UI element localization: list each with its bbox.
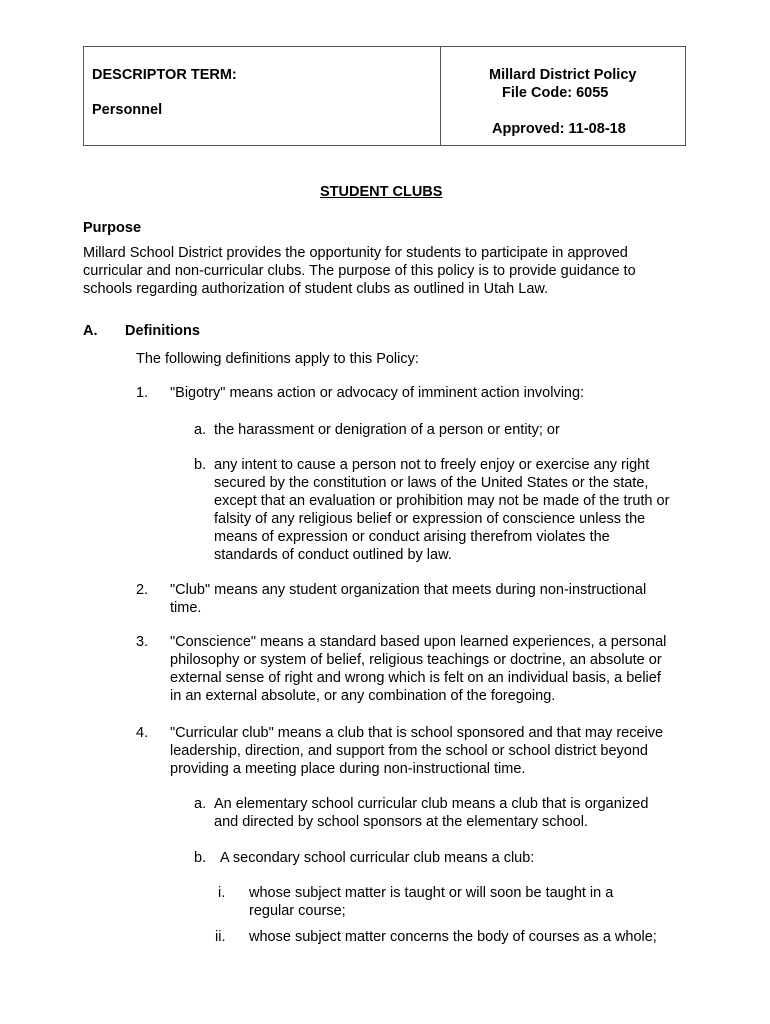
def4b-i-text: whose subject matter is taught or will soon be taught in a regular course; <box>249 885 614 919</box>
def1a-text: the harassment or denigration of a person or entity; or <box>214 422 560 438</box>
def1b-text: any intent to cause a person not to freely enjoy or exercise any right secured by the constitution or laws of the United States or the state, except that an evaluation or prohibition may not be made of the truth or falsity of any religious belief or expression of conscience unless the means of expression or conduct arising therefrom violates the standards of conduct outlined by law. <box>214 457 670 563</box>
descriptor-term-value: Personnel <box>92 102 163 118</box>
def4-number: 4. <box>136 725 149 741</box>
approved-date: Approved: 11-08-18 <box>492 121 626 137</box>
section-a-letter: A. <box>83 323 98 339</box>
file-code: File Code: 6055 <box>502 85 609 101</box>
section-a-heading: Definitions <box>125 323 200 339</box>
def1a-label: a. <box>194 422 207 438</box>
descriptor-term-label: DESCRIPTOR TERM: <box>92 67 237 83</box>
document-title: STUDENT CLUBS <box>320 184 443 200</box>
header-divider <box>440 47 441 145</box>
def2-text: "Club" means any student organization that meets during non-instructional time. <box>170 582 647 616</box>
def3-text: "Conscience" means a standard based upon learned experiences, a personal philosophy or system of belief, religious teachings or doctrine, an absolute or external sense of right and wrong which is felt on an individual basis, a belief in an external absolute, or any combination of the foregoing. <box>170 634 667 704</box>
def3-number: 3. <box>136 634 149 650</box>
def1-text: "Bigotry" means action or advocacy of imminent action involving: <box>170 385 585 401</box>
def1b-label: b. <box>194 457 207 473</box>
policy-title: Millard District Policy <box>489 67 637 83</box>
def4a-label: a. <box>194 796 207 812</box>
def4a-text: An elementary school curricular club means a club that is organized and directed by school sponsors at the elementary school. <box>214 796 649 830</box>
purpose-heading: Purpose <box>83 220 142 236</box>
purpose-paragraph: Millard School District provides the opportunity for students to participate in approved curricular and non-curricular clubs. The purpose of this policy is to provide guidance to schools regarding authorization of student clubs as outlined in Utah Law. <box>83 245 636 297</box>
def4b-i-label: i. <box>218 885 226 901</box>
def1-number: 1. <box>136 385 149 401</box>
def4-text: "Curricular club" means a club that is school sponsored and that may receive leadership, direction, and support from the school or school district beyond providing a meeting place during non-instructional time. <box>170 725 664 777</box>
def4b-ii-text: whose subject matter concerns the body of courses as a whole; <box>249 929 657 945</box>
def4b-ii-label: ii. <box>215 929 226 945</box>
def4b-text: A secondary school curricular club means a club: <box>220 850 535 866</box>
def2-number: 2. <box>136 582 149 598</box>
def4b-label: b. <box>194 850 207 866</box>
definitions-intro: The following definitions apply to this Policy: <box>136 351 419 367</box>
